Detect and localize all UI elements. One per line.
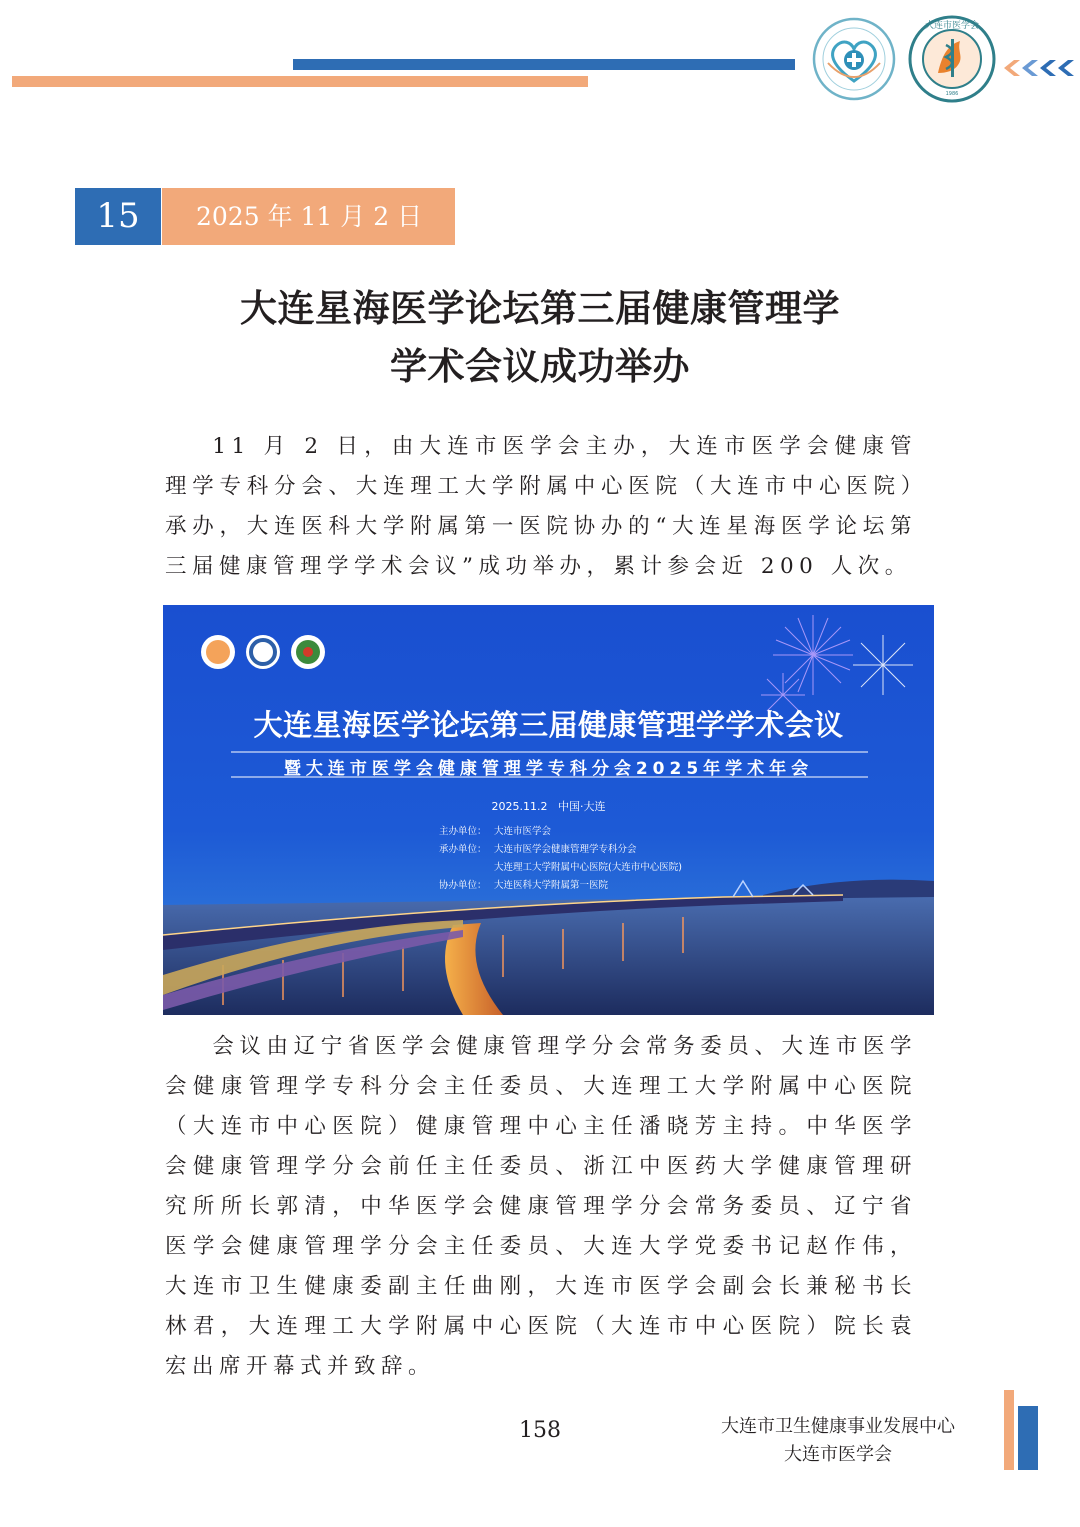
banner-organizers	[439, 823, 682, 895]
page-number: 158	[519, 1418, 561, 1443]
organizer-role: 协办单位：	[439, 880, 487, 891]
organizer-name: 大连市医学会健康管理学专科分会	[494, 844, 637, 855]
article-title-line2: 学术会议成功举办	[390, 345, 690, 388]
footer-bar-blue	[1018, 1406, 1038, 1470]
paragraph-2-text: 会议由辽宁省医学会健康管理学分会常务委员、大连市医学会健康管理学专科分会主任委员、大连理工大学附属中心医院（大连市中心医院）健康管理中心主任潘晓芳主持。中华医学会健康管理学分会前任主任委员、浙江中医药大学健康管理研究所所长郭清，中华医学会健康管理学分会常务委员、辽宁省医学会健康管理学分会主任委员、大连大学党委书记赵作伟，大连市卫生健康委副主任曲刚，大连市医学会副会长兼秘书长林君，大连理工大学附属中心医院（大连市中心医院）院长袁宏出席开幕式并致辞。	[165, 1034, 917, 1379]
paragraph-1-text: 11 月 2 日，由大连市医学会主办，大连市医学会健康管理学专科分会、大连理工大学附属中心医院（大连市中心医院）承办，大连医科大学附属第一医院协办的“大连星海医学论坛第三届健康管理学学术会议”成功举办，累计参会近 200 人次。	[165, 434, 917, 579]
banner-subtitle: 暨大连市医学会健康管理学专科分会2025年学术年会	[283, 759, 814, 779]
organizer-name: 大连医科大学附属第一医院	[494, 880, 609, 891]
footer-bar-orange	[1004, 1390, 1014, 1470]
organizer-name: 大连理工大学附属中心医院(大连市中心医院)	[494, 862, 682, 873]
chevron-arrows-icon	[1002, 58, 1074, 78]
organizer-name: 大连市医学会	[494, 826, 552, 837]
logo-right-year: 1986	[945, 91, 959, 97]
medical-association-logo	[908, 15, 996, 103]
organizer-row	[439, 877, 682, 895]
organizer-row	[439, 841, 682, 859]
health-center-logo	[812, 17, 896, 101]
conference-banner-image	[163, 605, 934, 1015]
article-paragraph-2	[165, 1027, 917, 1387]
organizer-role: 承办单位：	[439, 844, 487, 855]
article-paragraph-1	[165, 427, 917, 587]
header-bar-blue	[293, 59, 795, 70]
banner-date-place: 2025.11.2 中国·大连	[491, 800, 606, 813]
footer-org-line1: 大连市卫生健康事业发展中心	[721, 1416, 955, 1437]
section-number: 15	[75, 188, 161, 245]
logo-right-text: 大连市医学会	[924, 21, 980, 31]
header-bar-orange	[12, 76, 588, 87]
section-date: 2025 年 11 月 2 日	[162, 188, 455, 245]
article-title-line1: 大连星海医学论坛第三届健康管理学	[240, 287, 840, 330]
footer-org-line2: 大连市医学会	[784, 1444, 892, 1465]
organizer-row	[439, 859, 682, 877]
organizer-row	[439, 823, 682, 841]
organizer-role: 主办单位：	[439, 826, 487, 837]
banner-title: 大连星海医学论坛第三届健康管理学学术会议	[253, 708, 844, 742]
